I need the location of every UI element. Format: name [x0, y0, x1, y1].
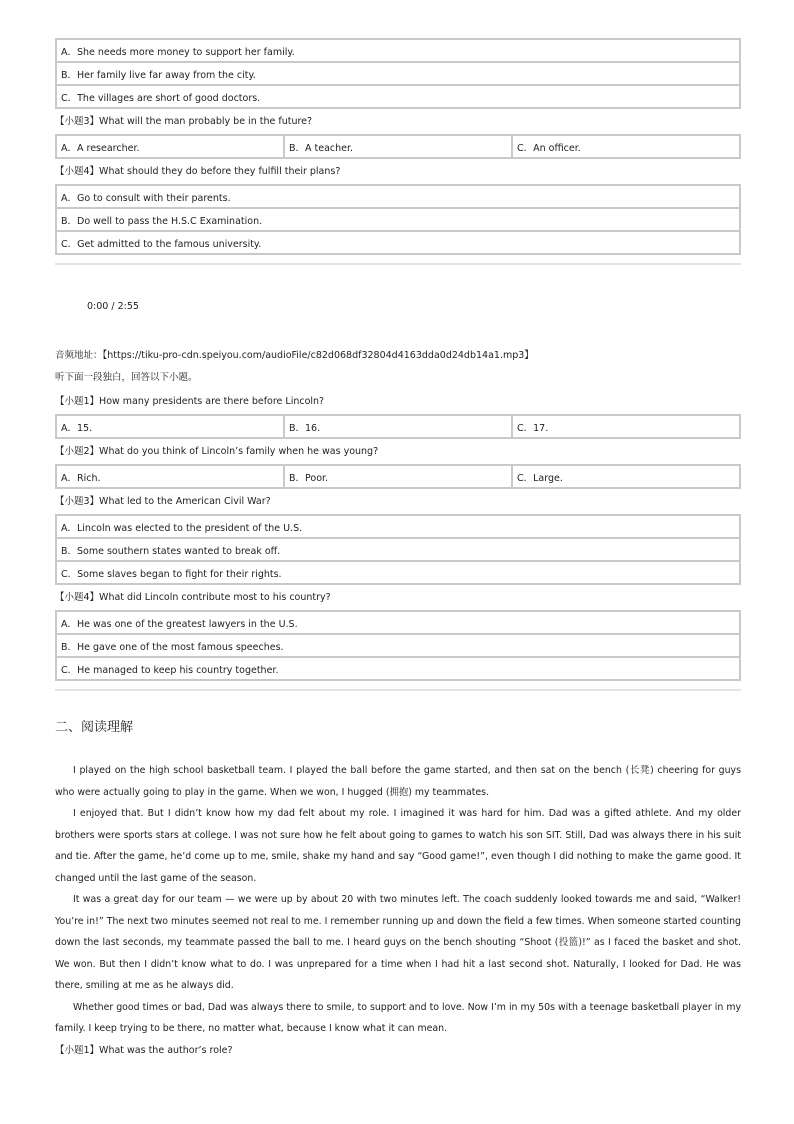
audio-address: 音频地址：【https://tiku-pro-cdn.speiyou.com/audioFile/c82d068df32804d4163dda0d24db14a1.mp3】 — [55, 350, 534, 361]
option-b[interactable]: B．Some southern states wanted to break off. — [56, 538, 740, 561]
option-a[interactable]: A．Go to consult with their parents. — [56, 185, 740, 208]
divider — [55, 689, 741, 691]
audio-player[interactable] — [55, 265, 741, 345]
option-b[interactable]: B．Poor. — [284, 465, 512, 488]
question-4-title: 【小题4】What did Lincoln contribute most to his country? — [55, 592, 331, 603]
question-3-title: 【小题3】What will the man probably be in the future? — [55, 116, 313, 127]
option-a[interactable]: A．Lincoln was elected to the president of the U.S. — [56, 515, 740, 538]
question-1-options — [55, 414, 741, 439]
passage-paragraph: I played on the high school basketball team. I played the ball before the game started, and then sat on the bench (长凳) cheering for guys who were actually going to play in the game. When we won, I hugged (拥抱) my teammates. — [55, 765, 741, 798]
option-a[interactable]: A．A researcher. — [56, 135, 284, 158]
option-b[interactable]: B．He gave one of the most famous speeches. — [56, 634, 740, 657]
option-b[interactable]: B．Her family live far away from the city. — [56, 62, 740, 85]
option-c[interactable]: C．He managed to keep his country together. — [56, 657, 740, 680]
option-c[interactable]: C．17. — [512, 415, 740, 438]
question-4-options — [55, 610, 741, 681]
option-c[interactable]: C．Some slaves began to fight for their rights. — [56, 561, 740, 584]
option-a[interactable]: A．15. — [56, 415, 284, 438]
audio-time: 0:00 / 2:55 — [87, 301, 139, 312]
option-a[interactable]: A．He was one of the greatest lawyers in the U.S. — [56, 611, 740, 634]
option-a[interactable]: A．She needs more money to support her family. — [56, 39, 740, 62]
option-c[interactable]: C．The villages are short of good doctors. — [56, 85, 740, 108]
option-b[interactable]: B．16. — [284, 415, 512, 438]
question-3-title: 【小题3】What led to the American Civil War? — [55, 496, 271, 507]
option-c[interactable]: C．Get admitted to the famous university. — [56, 231, 740, 254]
option-b[interactable]: B．A teacher. — [284, 135, 512, 158]
question-3-options — [55, 514, 741, 585]
option-a[interactable]: A．Rich. — [56, 465, 284, 488]
question-4-options — [55, 184, 741, 255]
question-3-options — [55, 134, 741, 159]
page-content — [55, 38, 741, 1062]
option-b[interactable]: B．Do well to pass the H.S.C Examination. — [56, 208, 740, 231]
reading-passage — [55, 760, 741, 1040]
question-2-options — [55, 38, 741, 109]
question-2-title: 【小题2】What do you think of Lincoln’s family when he was young? — [55, 446, 379, 457]
section-title: 二、阅读理解 — [55, 720, 134, 735]
passage-paragraph: It was a great day for our team — we were up by about 20 with two minutes left. The coach suddenly looked towards me and said, “Walker! You’re in!” The next two minutes seemed not real to me. I remember running up and down the field a few times. When someone started counting down the last seconds, my teammate passed the ball to me. I heard guys on the bench shouting “Shoot (投篮)!” as I faced the basket and shot. We won. But then I didn’t know what to do. I was unprepared for a time when I had hit a last second shot. Naturally, I looked for Dad. He was there, smiling at me as he always did. — [55, 894, 741, 991]
passage-question-1-title: 【小题1】What was the author’s role? — [55, 1044, 233, 1056]
passage-paragraph: Whether good times or bad, Dad was always there to smile, to support and to love. Now I’m in my 50s with a teenage basketball player in my family. I keep trying to be there, no matter what, because I know what it can mean. — [55, 1001, 741, 1034]
question-2-options — [55, 464, 741, 489]
question-4-title: 【小题4】What should they do before they fulfill their plans? — [55, 166, 341, 177]
question-1-title: 【小题1】How many presidents are there before Lincoln? — [55, 396, 325, 407]
option-c[interactable]: C．Large. — [512, 465, 740, 488]
option-c[interactable]: C．An officer. — [512, 135, 740, 158]
passage-paragraph: I enjoyed that. But I didn’t know how my dad felt about my role. I imagined it was hard for him. Dad was a gifted athlete. And my older brothers were sports stars at college. I was not sure how he felt about going to games to watch his son SIT. Still, Dad was always there in his suit and tie. After the game, he’d come up to me, smile, shake my hand and say “Good game!”, even though I did nothing to make the game good. It changed until the last game of the season. — [55, 808, 741, 884]
listening-instruction: 听下面一段独白，回答以下小题。 — [55, 372, 198, 383]
